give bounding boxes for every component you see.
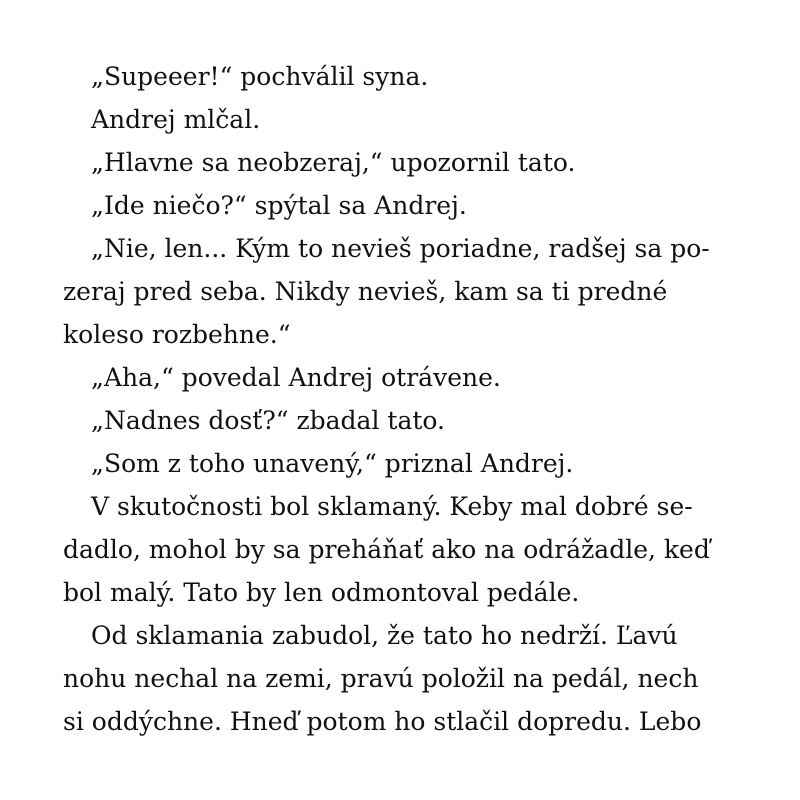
text-line: „Hlavne sa neobzeraj,“ upozornil tato. bbox=[91, 148, 576, 177]
text-line: „Aha,“ povedal Andrej otrávene. bbox=[91, 363, 501, 392]
text-line: „Ide niečo?“ spýtal sa Andrej. bbox=[91, 191, 467, 220]
text-line: dadlo, mohol by sa preháňať ako na odrážadle, keď bbox=[63, 535, 710, 564]
text-line: si oddýchne. Hneď potom ho stlačil dopredu. Lebo bbox=[63, 707, 702, 736]
text-line: „Nadnes dosť?“ zbadal tato. bbox=[91, 406, 445, 435]
text-line: nohu nechal na zemi, pravú položil na pedál, nech bbox=[63, 664, 699, 693]
text-line: „Supeeer!“ pochválil syna. bbox=[91, 62, 429, 91]
text-line: „Nie, len... Kým to nevieš poriadne, radšej sa po- bbox=[91, 234, 710, 263]
text-line: koleso rozbehne.“ bbox=[63, 320, 291, 349]
text-line: Andrej mlčal. bbox=[91, 105, 261, 134]
text-line: „Som z toho unavený,“ priznal Andrej. bbox=[91, 449, 574, 478]
text-line: V skutočnosti bol sklamaný. Keby mal dobré se- bbox=[91, 492, 693, 521]
text-line: Od sklamania zabudol, že tato ho nedrží. Ľavú bbox=[91, 621, 678, 650]
text-line: bol malý. Tato by len odmontoval pedále. bbox=[63, 578, 580, 607]
text-line: zeraj pred seba. Nikdy nevieš, kam sa ti predné bbox=[63, 277, 668, 306]
